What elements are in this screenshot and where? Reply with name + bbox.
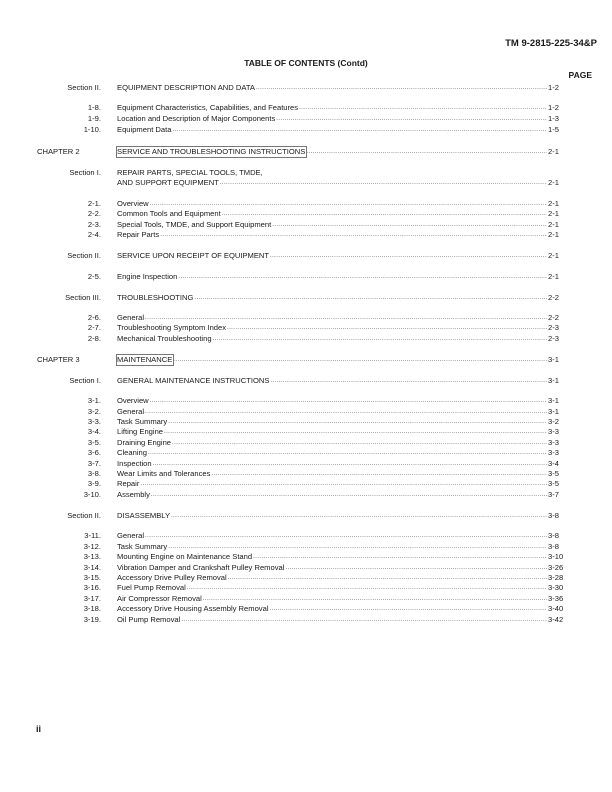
toc-entry bbox=[117, 272, 547, 282]
dot-leader bbox=[270, 604, 547, 614]
toc-page-number: 1-2 bbox=[548, 83, 559, 92]
toc-entry bbox=[117, 230, 547, 240]
toc-entry-number: 2-3. bbox=[87, 220, 101, 229]
toc-page-number: 2-1 bbox=[548, 230, 559, 239]
dot-leader bbox=[194, 293, 547, 303]
toc-entry bbox=[117, 313, 547, 323]
document-id: TM 9-2815-225-34&P bbox=[505, 38, 597, 49]
toc-row[interactable] bbox=[0, 615, 612, 625]
toc-chapter-row[interactable] bbox=[0, 147, 612, 157]
toc-entry-number: Section II. bbox=[67, 83, 101, 92]
toc-entry-title: Equipment Data bbox=[117, 125, 172, 134]
toc-entry-title: SERVICE UPON RECEIPT OF EQUIPMENT bbox=[117, 251, 270, 260]
toc-entry bbox=[117, 396, 547, 406]
toc-entry-number: 3-3. bbox=[87, 417, 101, 426]
toc-row[interactable] bbox=[0, 293, 612, 303]
toc-row[interactable] bbox=[0, 594, 612, 604]
toc-page-number: 2-1 bbox=[548, 178, 559, 187]
toc-page-number: 1-2 bbox=[548, 103, 559, 112]
dot-leader bbox=[213, 334, 547, 344]
toc-row[interactable] bbox=[0, 459, 612, 469]
toc-entry-number: 1-8. bbox=[87, 103, 101, 112]
toc-entry-number: 3-16. bbox=[83, 583, 101, 592]
toc-page-number: 3-36 bbox=[548, 594, 564, 603]
toc-entry-title: GENERAL MAINTENANCE INSTRUCTIONS bbox=[117, 376, 270, 385]
toc-entry bbox=[117, 448, 547, 458]
toc-row[interactable] bbox=[0, 438, 612, 448]
toc-entry-number: Section I. bbox=[69, 168, 101, 177]
toc-entry bbox=[117, 125, 547, 135]
toc-entry-title: Draining Engine bbox=[117, 438, 172, 447]
toc-entry bbox=[117, 459, 547, 469]
toc-entry bbox=[117, 469, 547, 479]
toc-entry bbox=[117, 83, 547, 93]
dot-leader bbox=[220, 178, 547, 188]
toc-row[interactable] bbox=[0, 396, 612, 406]
toc-entry bbox=[117, 103, 547, 113]
toc-entry-number: Section II. bbox=[67, 511, 101, 520]
toc-entry-number: 3-7. bbox=[87, 459, 101, 468]
toc-entry-number: 2-1. bbox=[87, 199, 101, 208]
dot-leader bbox=[211, 469, 547, 479]
dot-leader bbox=[168, 417, 547, 427]
toc-row[interactable] bbox=[0, 272, 612, 282]
toc-entry bbox=[117, 531, 547, 541]
dot-leader bbox=[150, 199, 547, 209]
toc-entry-number: 3-12. bbox=[83, 542, 101, 551]
toc-row[interactable] bbox=[0, 103, 612, 113]
toc-entry bbox=[117, 604, 547, 614]
toc-page-number: 2-1 bbox=[548, 199, 559, 208]
toc-row[interactable] bbox=[0, 199, 612, 209]
toc-entry-title: Wear Limits and Tolerances bbox=[117, 469, 211, 478]
dot-leader bbox=[299, 103, 547, 113]
toc-entry-title: Overview bbox=[117, 199, 149, 208]
toc-page-number: 3-10 bbox=[548, 552, 564, 561]
toc-page-number: 3-8 bbox=[548, 511, 559, 520]
toc-page-number: 2-1 bbox=[548, 272, 559, 281]
toc-entry-title: Oil Pump Removal bbox=[117, 615, 181, 624]
toc-entry-number: 1-9. bbox=[87, 114, 101, 123]
toc-row[interactable] bbox=[0, 427, 612, 437]
toc-page-number: 3-1 bbox=[548, 376, 559, 385]
toc-entry bbox=[117, 573, 547, 583]
toc-entry bbox=[117, 178, 547, 188]
toc-link-title[interactable]: MAINTENANCE bbox=[117, 355, 173, 364]
toc-entry bbox=[117, 427, 547, 437]
toc-entry-number: 1-10. bbox=[83, 125, 101, 134]
toc-entry-title: General bbox=[117, 313, 145, 322]
toc-entry-title: Accessory Drive Pulley Removal bbox=[117, 573, 227, 582]
dot-leader bbox=[227, 323, 547, 333]
toc-page-number: 3-2 bbox=[548, 417, 559, 426]
toc-entry bbox=[117, 583, 547, 593]
toc-entry-title: Engine Inspection bbox=[117, 272, 178, 281]
dot-leader bbox=[140, 479, 547, 489]
toc-entry bbox=[117, 168, 547, 178]
toc-page-number: 3-28 bbox=[548, 573, 564, 582]
toc-entry-number: 3-2. bbox=[87, 407, 101, 416]
toc-entry-title: Mounting Engine on Maintenance Stand bbox=[117, 552, 253, 561]
toc-entry-title: Assembly bbox=[117, 490, 150, 499]
toc-entry-title: Inspection bbox=[117, 459, 152, 468]
toc-row[interactable] bbox=[0, 469, 612, 479]
toc-entry-title: Equipment Characteristics, Capabilities, and Features bbox=[117, 103, 299, 112]
toc-page-number: 2-3 bbox=[548, 323, 559, 332]
toc-entry bbox=[117, 323, 547, 333]
toc-page-number: 3-3 bbox=[548, 448, 559, 457]
toc-entry-title: Location and Description of Major Components bbox=[117, 114, 276, 123]
dot-leader bbox=[222, 209, 547, 219]
toc-page-number: 3-42 bbox=[548, 615, 564, 624]
toc-entry bbox=[117, 479, 547, 489]
toc-entry-title: Task Summary bbox=[117, 417, 168, 426]
toc-page-number: 2-2 bbox=[548, 313, 559, 322]
dot-leader bbox=[306, 147, 547, 157]
toc-entry-title: Special Tools, TMDE, and Support Equipment bbox=[117, 220, 272, 229]
toc-page-number: 3-8 bbox=[548, 531, 559, 540]
toc-entry-number: 3-5. bbox=[87, 438, 101, 447]
toc-entry-title: TROUBLESHOOTING bbox=[117, 293, 194, 302]
dot-leader bbox=[228, 573, 547, 583]
toc-row[interactable] bbox=[0, 313, 612, 323]
toc-entry bbox=[117, 417, 547, 427]
toc-row[interactable] bbox=[0, 230, 612, 240]
toc-entry-number: 2-6. bbox=[87, 313, 101, 322]
toc-entry-number: 2-8. bbox=[87, 334, 101, 343]
toc-entry-number: Section III. bbox=[65, 293, 101, 302]
toc-entry-number: 2-5. bbox=[87, 272, 101, 281]
toc-entry bbox=[117, 594, 547, 604]
toc-entry bbox=[117, 438, 547, 448]
toc-entry bbox=[117, 407, 547, 417]
toc-entry-title: Accessory Drive Housing Assembly Removal bbox=[117, 604, 269, 613]
dot-leader bbox=[151, 490, 547, 500]
toc-page-number: 3-1 bbox=[548, 407, 559, 416]
dot-leader bbox=[187, 583, 547, 593]
dot-leader bbox=[150, 396, 547, 406]
toc-entry-number: 3-6. bbox=[87, 448, 101, 457]
toc-entry bbox=[117, 490, 547, 500]
toc-entry-number: 2-7. bbox=[87, 323, 101, 332]
toc-row[interactable] bbox=[0, 407, 612, 417]
toc-page-number: 3-7 bbox=[548, 490, 559, 499]
toc-page-number: 3-26 bbox=[548, 563, 564, 572]
dot-leader bbox=[276, 114, 547, 124]
toc-entry bbox=[117, 147, 547, 157]
toc-entry bbox=[117, 563, 547, 573]
toc-row[interactable] bbox=[0, 334, 612, 344]
toc-entry-title: Lifting Engine bbox=[117, 427, 164, 436]
toc-entry bbox=[117, 114, 547, 124]
dot-leader bbox=[172, 438, 547, 448]
toc-entry-number: CHAPTER 3 bbox=[37, 355, 80, 364]
dot-leader bbox=[148, 448, 547, 458]
toc-entry-number: 3-9. bbox=[87, 479, 101, 488]
toc-row[interactable] bbox=[0, 552, 612, 562]
toc-entry-number: Section I. bbox=[69, 376, 101, 385]
toc-entry-number: 3-11. bbox=[84, 531, 101, 540]
toc-row[interactable] bbox=[0, 83, 612, 93]
dot-leader bbox=[270, 376, 547, 386]
toc-entry-number: Section II. bbox=[67, 251, 101, 260]
toc-entry bbox=[117, 199, 547, 209]
dot-leader bbox=[272, 220, 547, 230]
toc-entry-number: 3-8. bbox=[87, 469, 101, 478]
toc-page-number: 3-1 bbox=[548, 355, 559, 364]
toc-page-number: 3-3 bbox=[548, 427, 559, 436]
dot-leader bbox=[171, 511, 547, 521]
toc-entry-title: Fuel Pump Removal bbox=[117, 583, 186, 592]
page-title: TABLE OF CONTENTS (Contd) bbox=[244, 58, 368, 68]
toc-entry-title: General bbox=[117, 531, 145, 540]
dot-leader bbox=[145, 313, 547, 323]
toc-page-number: 2-1 bbox=[548, 147, 559, 156]
toc-row[interactable] bbox=[0, 479, 612, 489]
toc-row[interactable] bbox=[0, 125, 612, 135]
toc-entry-title: Air Compressor Removal bbox=[117, 594, 202, 603]
toc-page-number: 2-3 bbox=[548, 334, 559, 343]
toc-entry-number: 3-15. bbox=[83, 573, 101, 582]
dot-leader bbox=[164, 427, 547, 437]
toc-row[interactable] bbox=[0, 168, 612, 178]
toc-entry bbox=[117, 355, 547, 365]
toc-entry-number: 3-10. bbox=[83, 490, 101, 499]
dot-leader bbox=[160, 230, 547, 240]
toc-row[interactable] bbox=[0, 583, 612, 593]
toc-entry-number: 3-19. bbox=[83, 615, 101, 624]
toc-row[interactable] bbox=[0, 323, 612, 333]
dot-leader bbox=[145, 531, 547, 541]
toc-row[interactable] bbox=[0, 448, 612, 458]
toc-page-number: 2-1 bbox=[548, 251, 559, 260]
toc-page-number: 3-8 bbox=[548, 542, 559, 551]
toc-entry-title: EQUIPMENT DESCRIPTION AND DATA bbox=[117, 83, 255, 92]
toc-page-number: 2-1 bbox=[548, 220, 559, 229]
toc-row[interactable] bbox=[0, 573, 612, 583]
toc-row[interactable] bbox=[0, 114, 612, 124]
toc-entry-title: Cleaning bbox=[117, 448, 147, 457]
toc-page-number: 1-5 bbox=[548, 125, 559, 134]
toc-page-number: 3-40 bbox=[548, 604, 564, 613]
toc-page-number: 2-2 bbox=[548, 293, 559, 302]
toc-entry-number: 3-18. bbox=[83, 604, 101, 613]
toc-entry-number: 3-4. bbox=[87, 427, 101, 436]
toc-entry-number: 2-4. bbox=[87, 230, 101, 239]
toc-entry bbox=[117, 209, 547, 219]
toc-entry-title: Repair Parts bbox=[117, 230, 160, 239]
toc-entry-title: Repair bbox=[117, 479, 140, 488]
toc-entry bbox=[117, 293, 547, 303]
toc-page-number: 3-5 bbox=[548, 479, 559, 488]
toc-row[interactable] bbox=[0, 417, 612, 427]
toc-entry-title: REPAIR PARTS, SPECIAL TOOLS, TMDE, bbox=[117, 168, 263, 177]
dot-leader bbox=[153, 459, 547, 469]
toc-page-number: 3-4 bbox=[548, 459, 559, 468]
toc-row[interactable] bbox=[0, 251, 612, 261]
toc-entry-title: Vibration Damper and Crankshaft Pulley Removal bbox=[117, 563, 285, 572]
dot-leader bbox=[173, 355, 547, 365]
toc-row[interactable] bbox=[0, 376, 612, 386]
toc-row[interactable] bbox=[0, 563, 612, 573]
toc-entry bbox=[117, 542, 547, 552]
toc-link-title[interactable]: SERVICE AND TROUBLESHOOTING INSTRUCTIONS bbox=[117, 147, 306, 156]
toc-row[interactable] bbox=[0, 542, 612, 552]
dot-leader bbox=[145, 407, 547, 417]
dot-leader bbox=[172, 125, 547, 135]
toc-entry bbox=[117, 220, 547, 230]
toc-row[interactable] bbox=[0, 604, 612, 614]
toc-entry-number: 3-17. bbox=[83, 594, 101, 603]
toc-entry bbox=[117, 511, 547, 521]
page-number: ii bbox=[36, 724, 42, 734]
toc-row[interactable] bbox=[0, 531, 612, 541]
toc-entry-title: Task Summary bbox=[117, 542, 168, 551]
dot-leader bbox=[270, 251, 547, 261]
toc-entry-title: Troubleshooting Symptom Index bbox=[117, 323, 227, 332]
dot-leader bbox=[285, 563, 547, 573]
dot-leader bbox=[203, 594, 547, 604]
toc-entry bbox=[117, 251, 547, 261]
dot-leader bbox=[256, 83, 547, 93]
toc-entry-title: AND SUPPORT EQUIPMENT bbox=[117, 178, 219, 187]
toc-entry bbox=[117, 376, 547, 386]
toc-entry bbox=[117, 615, 547, 625]
toc-page-number: 3-1 bbox=[548, 396, 559, 405]
toc-entry-title: General bbox=[117, 407, 145, 416]
toc-page-number: 2-1 bbox=[548, 209, 559, 218]
toc-entry bbox=[117, 552, 547, 562]
toc-row[interactable] bbox=[0, 220, 612, 230]
toc-page-number: 3-5 bbox=[548, 469, 559, 478]
toc-chapter-row[interactable] bbox=[0, 355, 612, 365]
toc-row[interactable] bbox=[0, 511, 612, 521]
toc-page-number: 1-3 bbox=[548, 114, 559, 123]
toc-entry-number: 2-2. bbox=[87, 209, 101, 218]
toc-entry-title: DISASSEMBLY bbox=[117, 511, 171, 520]
toc-entry-title: Mechanical Troubleshooting bbox=[117, 334, 212, 343]
dot-leader bbox=[181, 615, 547, 625]
toc-entry-title: Common Tools and Equipment bbox=[117, 209, 221, 218]
toc-entry-number: 3-13. bbox=[83, 552, 101, 561]
dot-leader bbox=[178, 272, 547, 282]
toc-entry-number: CHAPTER 2 bbox=[37, 147, 80, 156]
page-column-header: PAGE bbox=[568, 70, 592, 80]
toc-row[interactable] bbox=[0, 209, 612, 219]
toc-row[interactable] bbox=[0, 178, 612, 188]
toc-entry bbox=[117, 334, 547, 344]
toc-page-number: 3-3 bbox=[548, 438, 559, 447]
dot-leader bbox=[253, 552, 547, 562]
toc-entry-number: 3-14. bbox=[83, 563, 101, 572]
toc-row[interactable] bbox=[0, 490, 612, 500]
toc-entry-title: Overview bbox=[117, 396, 149, 405]
toc-page-number: 3-30 bbox=[548, 583, 564, 592]
toc-entry-number: 3-1. bbox=[87, 396, 101, 405]
dot-leader bbox=[168, 542, 547, 552]
